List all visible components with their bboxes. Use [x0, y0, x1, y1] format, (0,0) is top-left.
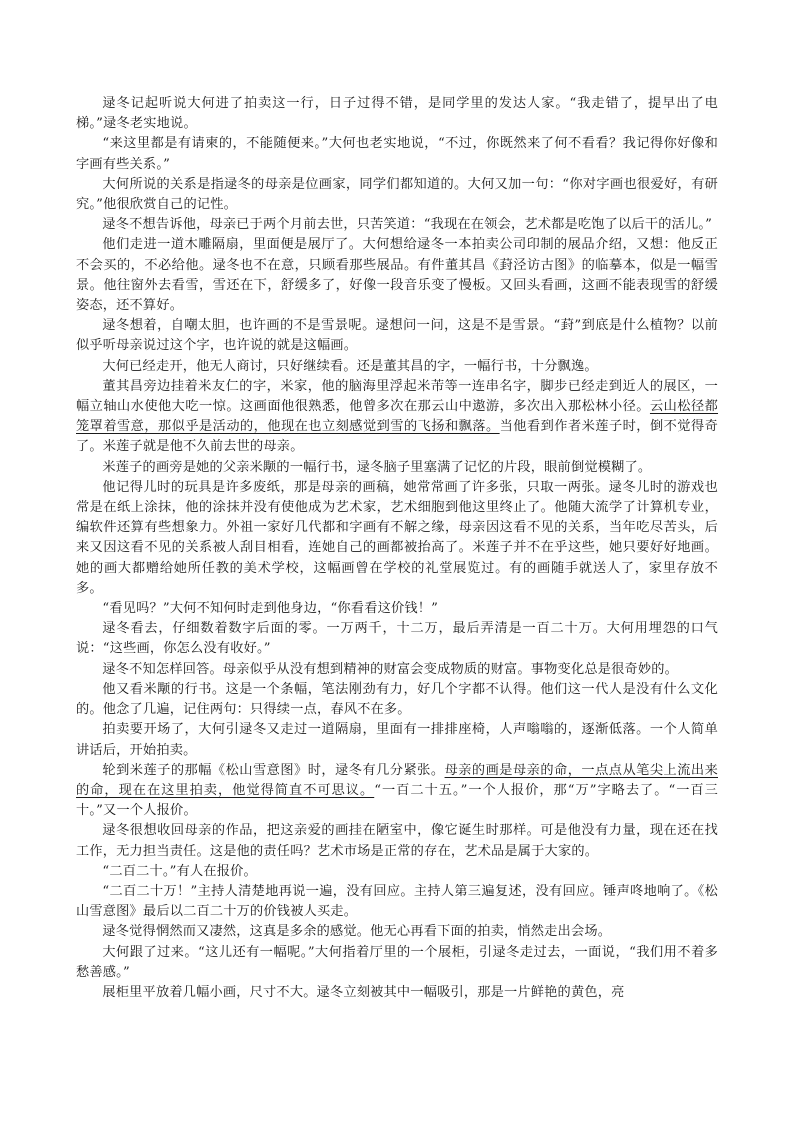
text-segment: 大何已经走开，他无人商讨，只好继续看。还是董其昌的字，一幅行书，十分飘逸。: [102, 358, 598, 374]
text-segment: 逯冬看去，仔细数着数字后面的零。一万两千，十二万，最后弄清是一百二十万。大何用埋怨的口气说：“这些画，你怎么没有收好。”: [76, 621, 718, 657]
paragraph: [76, 377, 718, 458]
underlined-sentence: 母亲的画是母亲的命，一点点从笔尖上流出来的命，现在在这里拍卖，他觉得简直不可思议。: [76, 762, 718, 798]
paragraph: [76, 882, 718, 922]
paragraph: [76, 943, 718, 983]
paragraph: [76, 599, 718, 619]
text-segment: 逯冬不想告诉他，母亲已于两个月前去世，只苦笑道：“我现在在领会，艺术都是吃饱了以后干的活儿。”: [102, 217, 713, 233]
paragraph: [76, 660, 718, 680]
text-segment: 董其昌旁边挂着米友仁的字，米家，他的脑海里浮起米芾等一连串名字，脚步已经走到近人的展区，一幅立轴山水使他大吃一惊。这画面他很熟悉，他曾多次在那云山中遨游，多次出入那松林小径。: [76, 378, 718, 415]
text-segment: 他们走进一道木雕隔扇，里面便是展厅了。大何想给逯冬一本拍卖公司印制的展品介绍，又想：他反正不会买的，不必给他。逯冬也不在意，只顾看那些展品。有件董其昌《葑泾访古图》的临摹本，似是一幅雪景。他往窗外去看雪，雪还在下，舒缓多了，好像一段音乐变了慢板。又回头看画，这画不能表现雪的舒缓姿态，还不算好。: [76, 237, 718, 314]
text-segment: 逯冬不知怎样回答。母亲似乎从没有想到精神的财富会变成物质的财富。事物变化总是很奇妙的。: [102, 661, 679, 677]
text-segment: “二百二十万！”主持人清楚地再说一遍，没有回应。主持人第三遍复述，没有回应。锤声咚地响了。《松山雪意图》最后以二百二十万的价钱被人买走。: [76, 883, 718, 920]
text-segment: 拍卖要开场了，大何引逯冬又走过一道隔扇，里面有一排排座椅，人声嗡嗡的，逐渐低落。一个人简单讲话后，开始拍卖。: [76, 722, 718, 758]
paragraph: [76, 458, 718, 478]
paragraph: [76, 316, 718, 356]
paragraph: [76, 175, 718, 215]
paragraph: [76, 134, 718, 174]
paragraph: [76, 357, 718, 377]
paragraph: [76, 821, 718, 861]
text-segment: “二百二十。”有人在报价。: [102, 863, 257, 879]
paragraph: [76, 478, 718, 599]
paragraph: [76, 862, 718, 882]
story-text: [76, 94, 718, 1003]
text-segment: 轮到米莲子的那幅《松山雪意图》时，逯冬有几分紧张。: [102, 762, 445, 778]
paragraph: [76, 94, 718, 134]
text-segment: 大何跟了过来。“这儿还有一幅呢。”大何指着厅里的一个展柜，引逯冬走过去，一面说，“我们用不着多愁善感。”: [76, 944, 718, 980]
paragraph: [76, 619, 718, 659]
text-segment: 逯冬想着，自嘲太胆，也许画的不是雪景呢。逯想问一问，这是不是雪景。“葑”到底是什么植物？以前似乎听母亲说过这个字，也许说的就是这幅画。: [76, 318, 718, 354]
paragraph: [76, 922, 718, 942]
text-segment: 逯冬很想收回母亲的作品，把这亲爱的画挂在陋室中，像它诞生时那样。可是他没有力量，现在还在找工作，无力担当责任。这是他的责任吗？艺术市场是正常的存在，艺术品是属于大家的。: [76, 823, 718, 859]
text-segment: 大何所说的关系是指逯冬的母亲是位画家，同学们都知道的。大何又加一句：“你对字画也很爱好，有研究。”他很欣赏自己的记性。: [76, 176, 718, 213]
paragraph: [76, 720, 718, 760]
paragraph: [76, 215, 718, 235]
text-segment: 逯冬觉得惘然而又凄然，这真是多余的感觉。他无心再看下面的拍卖，悄然走出会场。: [102, 924, 612, 940]
text-segment: 米莲子的画旁是她的父亲米颙的一幅行书，逯冬脑子里塞满了记忆的片段，眼前倒觉模糊了。: [102, 459, 652, 475]
paragraph: [76, 983, 718, 1003]
text-segment: 他又看米颙的行书。这是一个条幅，笔法刚劲有力，好几个字都不认得。他们这一代人是没有什么文化的。他念了几遍，记住两句：只得续一点，春风不在多。: [76, 681, 718, 718]
paragraph: [76, 761, 718, 822]
text-segment: 展柜里平放着几幅小画，尺寸不大。逯冬立刻被其中一幅吸引，那是一片鲜艳的黄色，亮: [102, 984, 625, 1000]
paragraph: [76, 235, 718, 316]
text-segment: “看见吗？”大何不知何时走到他身边，“你看看这价钱！”: [102, 601, 439, 617]
text-segment: “一百二十五。”一个人报价，那“万”字略去了。“一百三十。”又一个人报价。: [76, 782, 718, 819]
text-segment: 当他看到作者米莲子时，倒不觉得奇了。米莲子就是他不久前去世的母亲。: [76, 419, 718, 455]
paragraph: [76, 680, 718, 720]
underlined-sentence: 云山松径都笼罩着雪意，那似乎是活动的，他现在也立刻感觉到雪的飞扬和飘落。: [76, 399, 719, 435]
text-segment: 逯冬记起听说大何进了拍卖这一行，日子过得不错，是同学里的发达人家。“我走错了，提早出了电梯。”逯冬老实地说。: [76, 96, 718, 132]
text-segment: 他记得儿时的玩具是许多废纸，那是母亲的画稿，她常常画了许多张，只取一两张。逯冬儿时的游戏也常是在纸上涂抹，他的涂抹并没有使他成为艺术家，艺术细胞到他这里终止了。他随大流学了计算机专业，编软件还算有些想象力。外祖一家好几代都和字画有不解之缘，母亲因这看不见的关系，当年吃尽苦头，后来又因这看不见的关系被人刮目相看，连她自己的画都被抬高了。米莲子并不在乎这些，她只要好好地画。她的画大都赠给她所任教的美术学校，这幅画曾在学校的礼堂展览过。有的画随手就送人了，家里存放不多。: [76, 479, 718, 596]
text-segment: “来这里都是有请柬的，不能随便来。”大何也老实地说，“不过，你既然来了何不看看？我记得你好像和字画有些关系。”: [76, 136, 718, 172]
